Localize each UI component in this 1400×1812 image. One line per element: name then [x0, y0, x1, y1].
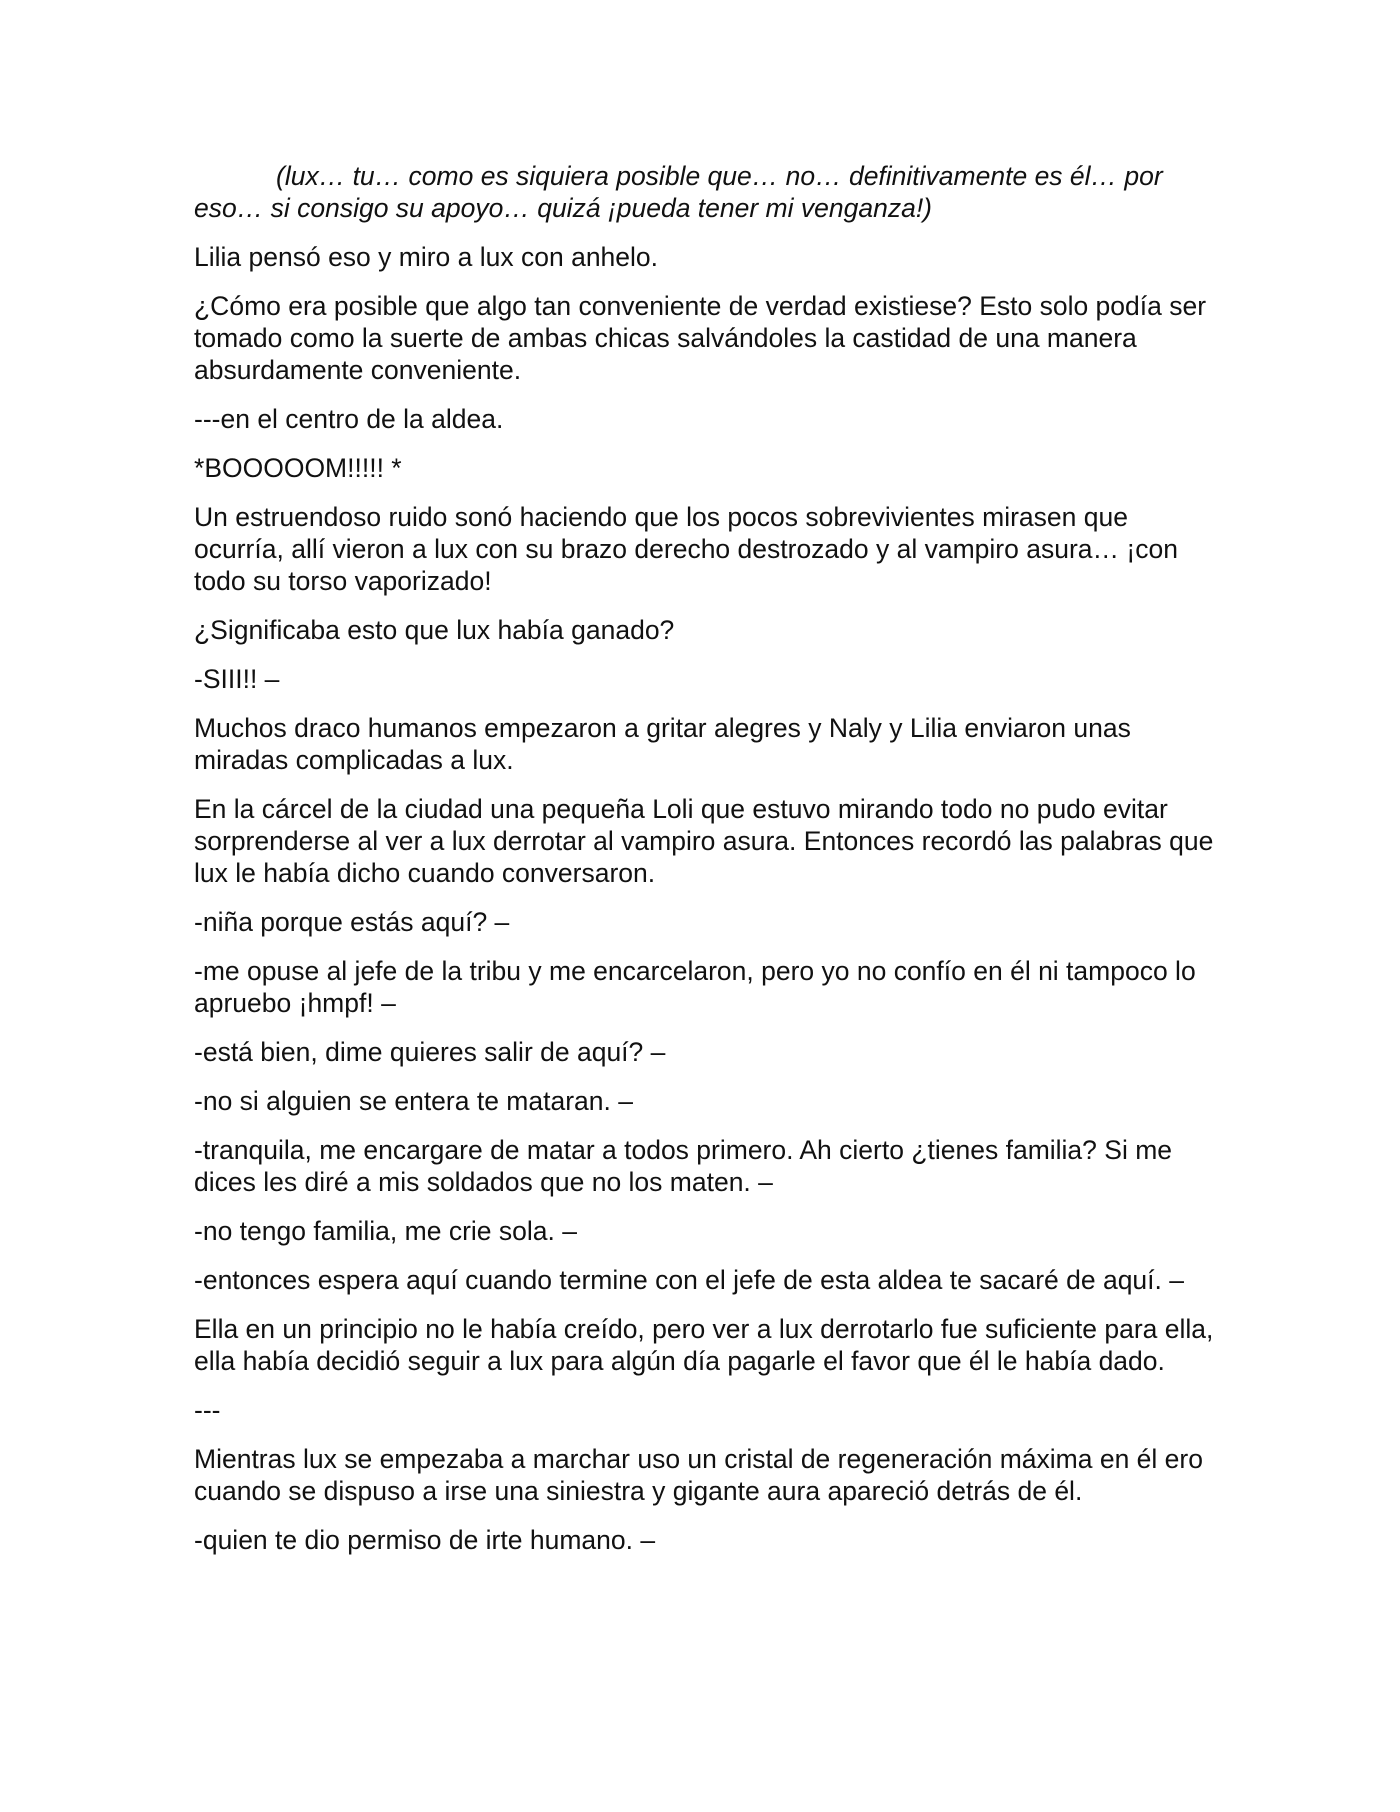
dialogue-line: -no tengo familia, me crie sola. – — [194, 1216, 577, 1246]
paragraph: Ella en un principio no le había creído, pero ver a lux derrotarlo fue suficiente para ella, ella había decidió seguir a lux para algún día pagarle el favor que él le había dado. — [194, 1314, 1214, 1376]
dialogue-line: -me opuse al jefe de la tribu y me encarcelaron, pero yo no confío en él ni tampoco lo apruebo ¡hmpf! – — [194, 956, 1196, 1018]
dialogue-line: -no si alguien se entera te mataran. – — [194, 1086, 633, 1116]
dialogue-line: -entonces espera aquí cuando termine con el jefe de esta aldea te sacaré de aquí. – — [194, 1265, 1184, 1295]
dialogue-line: -tranquila, me encargare de matar a todos primero. Ah cierto ¿tienes familia? Si me dices les diré a mis soldados que no los maten. – — [194, 1135, 1173, 1197]
dialogue-line: -está bien, dime quieres salir de aquí? – — [194, 1037, 666, 1067]
section-break: --- — [194, 1395, 221, 1425]
paragraph: ¿Significaba esto que lux había ganado? — [194, 615, 675, 645]
paragraph: ¿Cómo era posible que algo tan conveniente de verdad existiese? Esto solo podía ser tomado como la suerte de ambas chicas salvándoles la castidad de una manera absurdamente conveniente. — [194, 291, 1207, 385]
paragraph: Mientras lux se empezaba a marchar uso un cristal de regeneración máxima en él ero cuando se dispuso a irse una siniestra y gigante aura apareció detrás de él. — [194, 1444, 1203, 1506]
dialogue-line: -quien te dio permiso de irte humano. – — [194, 1525, 656, 1555]
paragraph: En la cárcel de la ciudad una pequeña Loli que estuvo mirando todo no pudo evitar sorprenderse al ver a lux derrotar al vampiro asura. Entonces recordó las palabras que lux le había dicho cuando conversaron. — [194, 794, 1214, 888]
italic-thought-paragraph: (lux… tu… como es siquiera posible que… no… definitivamente es él… por eso… si consigo su apoyo… quizá ¡pueda tener mi venganza!) — [194, 161, 1163, 223]
scene-marker: ---en el centro de la aldea. — [194, 404, 504, 434]
document-body — [194, 160, 1214, 1573]
paragraph: Lilia pensó eso y miro a lux con anhelo. — [194, 242, 659, 272]
dialogue-line: -SIII!! – — [194, 664, 280, 694]
sound-effect: *BOOOOOM!!!!! * — [194, 453, 402, 483]
paragraph: Un estruendoso ruido sonó haciendo que los pocos sobrevivientes mirasen que ocurría, allí vieron a lux con su brazo derecho destrozado y al vampiro asura… ¡con todo su torso vaporizado! — [194, 502, 1178, 596]
dialogue-line: -niña porque estás aquí? – — [194, 907, 510, 937]
paragraph: Muchos draco humanos empezaron a gritar alegres y Naly y Lilia enviaron unas miradas complicadas a lux. — [194, 713, 1131, 775]
